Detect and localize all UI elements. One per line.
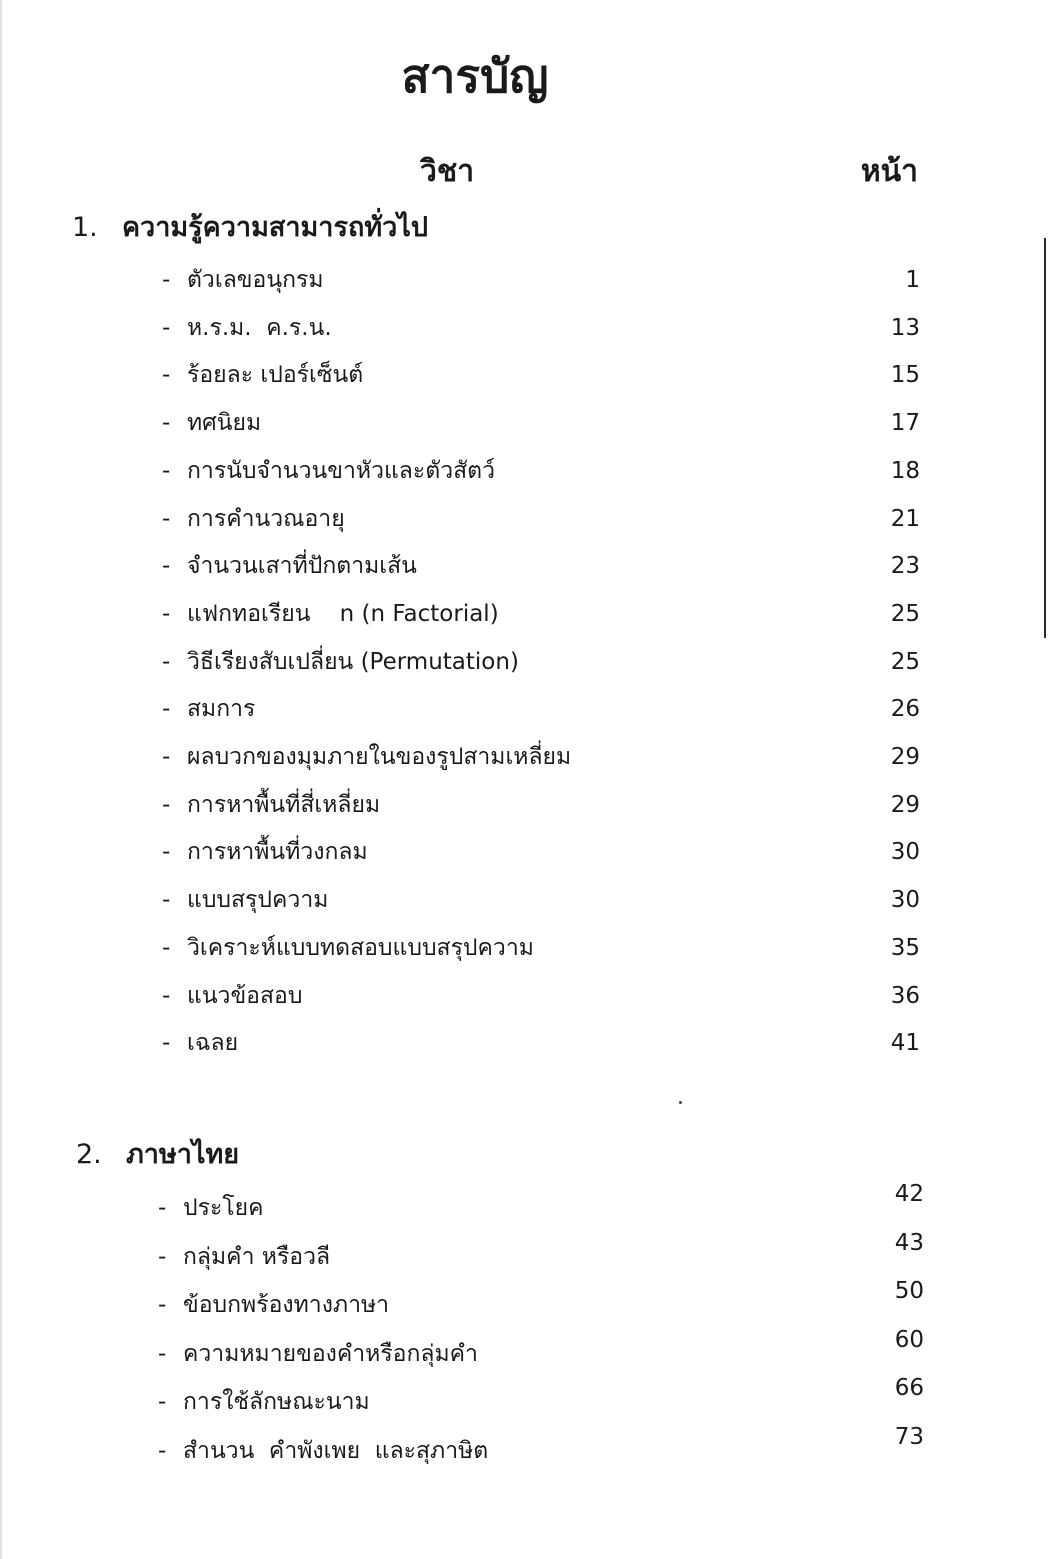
section-heading-2 [76,1137,239,1173]
section-number: 1. [72,212,98,243]
entry-page-number: 18 [890,457,920,484]
entry-page-number: 36 [890,982,920,1009]
entry-page-number: 66 [894,1375,924,1401]
toc-entry [160,357,920,393]
toc-entry [160,644,920,680]
entry-label: วิเคราะห์แบบทดสอบแบบสรุปความ [187,934,534,961]
entry-page-number: 13 [890,314,920,341]
page-edge-mark [1044,238,1046,638]
toc-entry [156,1181,924,1226]
entry-page-number: 29 [890,744,920,770]
entry-label: การใช้ลักษณะนาม [183,1389,370,1415]
entry-label: ผลบวกของมุมภายในของรูปสามเหลี่ยม [187,744,572,770]
entry-label: ร้อยละ เปอร์เซ็นต์ [187,362,364,389]
entry-dash: - [158,1243,167,1270]
entry-dash: - [162,362,171,389]
entry-label: แนวข้อสอบ [187,982,303,1009]
entry-dash: - [162,887,171,914]
entry-label: ทศนิยม [187,410,262,437]
entry-label: แบบสรุปความ [187,887,329,914]
entry-page-number: 41 [890,1030,920,1057]
entry-page-number: 17 [890,410,920,437]
toc-entry [160,739,920,775]
entry-page-number: 42 [894,1181,924,1207]
entry-dash: - [162,267,171,293]
toc-entry [160,405,920,441]
entry-label: แฟกทอเรียน n (n Factorial) [187,600,499,627]
entry-page-number: 29 [890,791,920,818]
entry-page-number: 23 [890,553,920,580]
entry-dash: - [162,839,171,866]
toc-entry [160,787,920,823]
entry-dash: - [162,791,171,818]
entry-dash: - [162,457,171,484]
entry-label: ประโยค [183,1195,264,1221]
entry-label: การหาพื้นที่วงกลม [187,839,368,866]
scan-speck [679,1101,682,1104]
entry-dash: - [162,505,171,532]
toc-entry [156,1375,924,1420]
column-header-page: หน้า [860,154,918,189]
toc-entry [160,978,920,1014]
entry-label: สมการ [187,696,256,723]
toc-entry [156,1326,924,1372]
entry-dash: - [158,1292,167,1318]
entry-dash: - [162,600,171,627]
entry-page-number: 25 [890,600,920,627]
entry-page-number: 35 [890,934,920,961]
entry-page-number: 30 [890,887,920,914]
page-left-edge-shadow [0,0,3,1559]
toc-entry [160,453,920,489]
entry-page-number: 73 [894,1423,924,1450]
toc-entry [160,501,920,537]
entry-page-number: 1 [905,267,920,293]
toc-entry [160,930,920,966]
entry-dash: - [158,1437,167,1464]
entry-dash: - [162,648,171,675]
entry-page-number: 30 [890,839,920,866]
entry-page-number: 26 [890,696,920,723]
entry-label: จำนวนเสาที่ปักตามเส้น [187,553,417,580]
entry-label: ความหมายของคำหรือกลุ่มคำ [183,1340,478,1367]
toc-entry [160,596,920,632]
entry-label: ข้อบกพร้องทางภาษา [183,1292,390,1318]
entry-dash: - [162,314,171,341]
entry-page-number: 21 [890,505,920,532]
entry-dash: - [162,553,171,580]
entry-label: ห.ร.ม. ค.ร.น. [187,314,332,341]
entry-label: เฉลย [187,1030,239,1057]
entry-page-number: 43 [894,1229,924,1256]
entry-label: การคำนวณอายุ [187,505,345,532]
entry-dash: - [162,410,171,437]
entry-dash: - [162,696,171,723]
entry-label: วิธีเรียงสับเปลี่ยน (Permutation) [187,648,519,675]
toc-entry [160,882,920,918]
entry-label: ตัวเลขอนุกรม [187,267,324,293]
entry-page-number: 50 [894,1278,924,1304]
entry-label: สำนวน คำพังเพย และสุภาษิต [183,1437,489,1464]
toc-entry [160,691,920,727]
toc-entry [156,1278,924,1323]
toc-entry [156,1423,924,1469]
toc-entry [156,1229,924,1275]
section-heading-1 [72,210,428,246]
entry-dash: - [158,1340,167,1367]
page-title: สารบัญ [401,49,549,103]
toc-entry [160,834,920,870]
entry-dash: - [162,982,171,1009]
toc-entry [160,310,920,346]
entry-dash: - [162,1030,171,1057]
section-title: ความรู้ความสามารถทั่วไป [122,212,428,243]
toc-entry [160,548,920,584]
section-title: ภาษาไทย [126,1139,240,1170]
entry-page-number: 15 [890,362,920,389]
entry-label: กลุ่มคำ หรือวลี [183,1243,331,1270]
entry-dash: - [162,934,171,961]
entry-dash: - [158,1195,167,1221]
toc-entry [160,1025,920,1061]
column-header-subject: วิชา [420,154,475,189]
entry-label: การนับจำนวนขาหัวและตัวสัตว์ [187,457,495,484]
entry-dash: - [162,744,171,770]
entry-page-number: 60 [894,1326,924,1353]
section-number: 2. [76,1139,102,1170]
entry-page-number: 25 [890,648,920,675]
entry-dash: - [158,1389,167,1415]
entry-label: การหาพื้นที่สี่เหลี่ยม [187,791,381,818]
toc-entry [160,262,920,298]
